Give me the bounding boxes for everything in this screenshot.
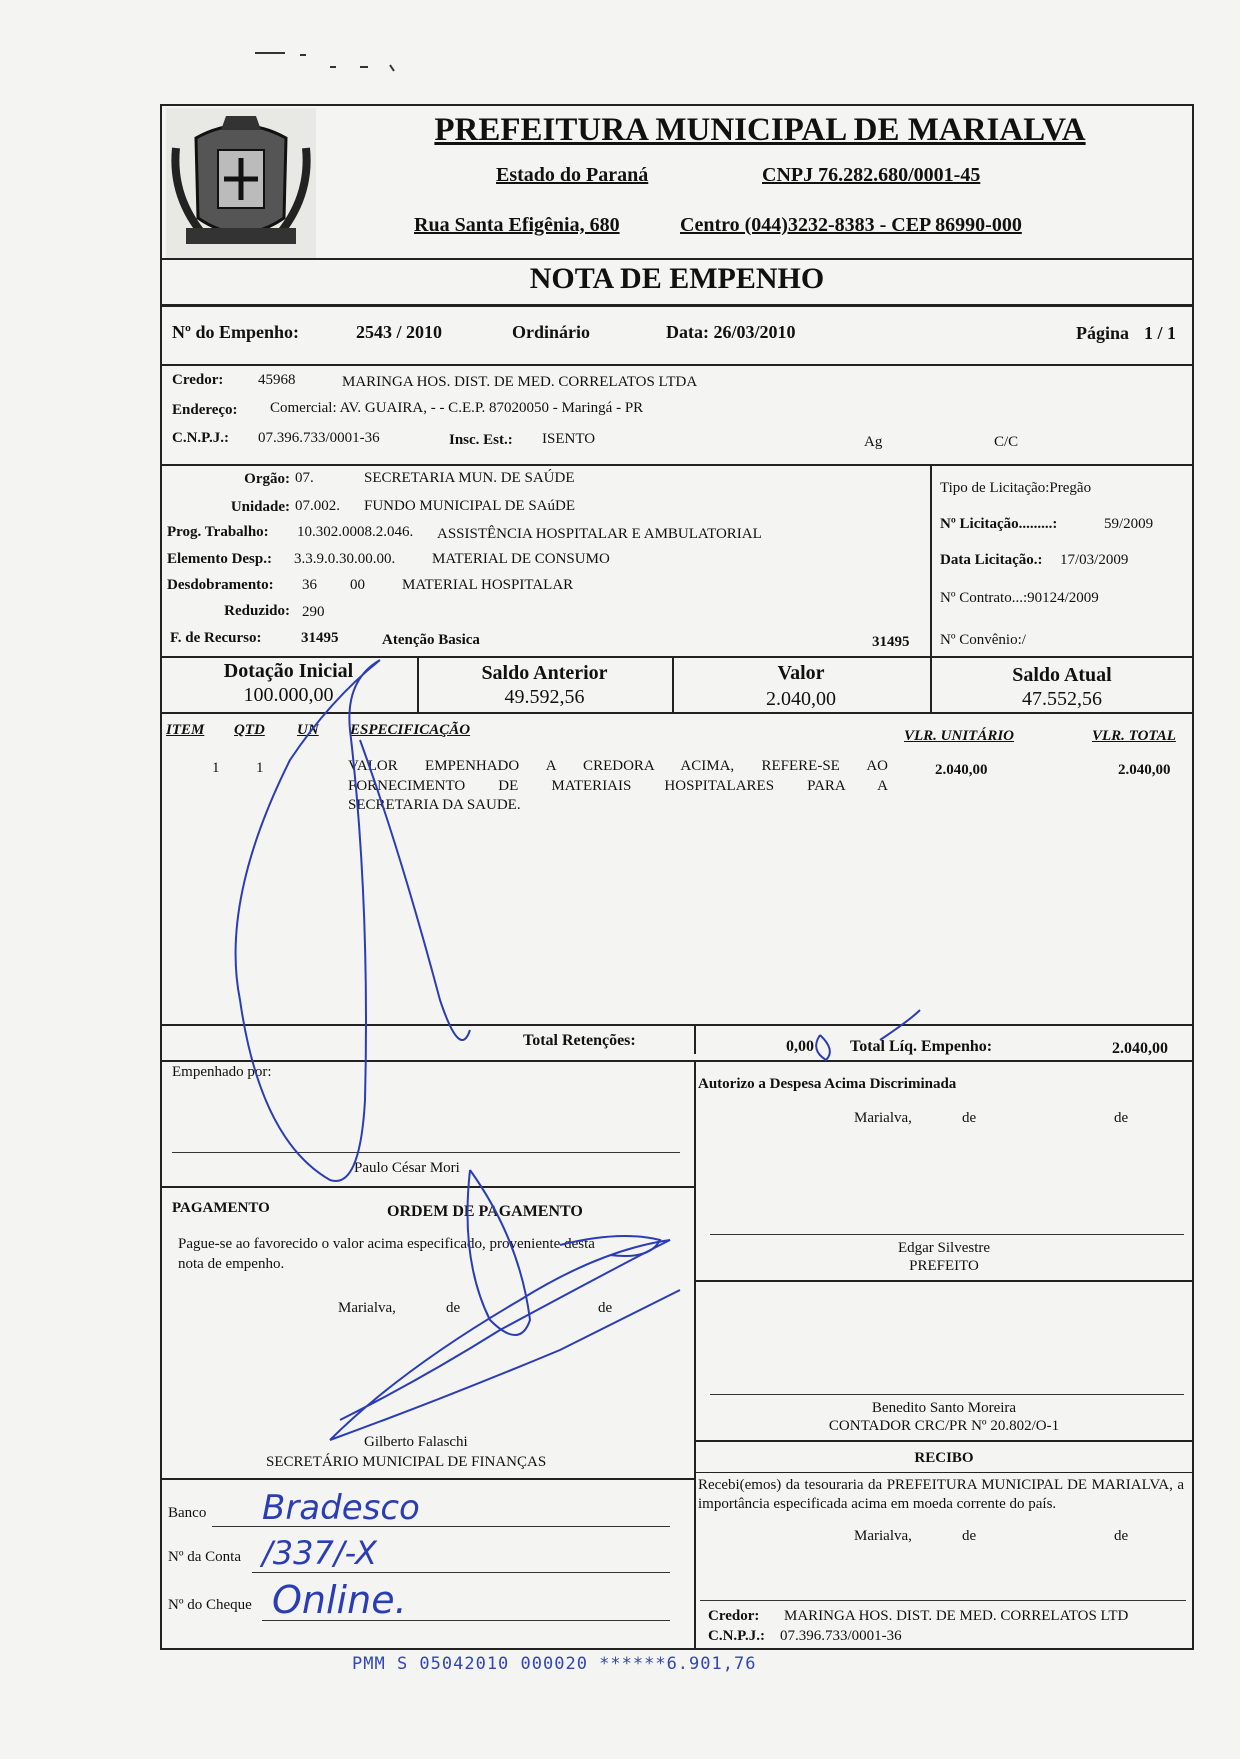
empenho-type: Ordinário [512, 322, 591, 342]
divider [160, 464, 1194, 466]
conta-line [252, 1572, 670, 1573]
elemento-name: MATERIAL DE CONSUMO [432, 551, 610, 567]
prog-label: Prog. Trabalho: [167, 524, 269, 540]
unidade-name: FUNDO MUNICIPAL DE SAúDE [364, 498, 575, 514]
item-desc-line3: SECRETARIA DA SAUDE. [348, 797, 521, 813]
empenhado-name: Paulo César Mori [354, 1160, 460, 1176]
recibo-credor: MARINGA HOS. DIST. DE MED. CORRELATOS LTD [784, 1608, 1129, 1624]
reduzido-value: 290 [302, 604, 325, 620]
recibo-cnpj: 07.396.733/0001-36 [780, 1628, 902, 1644]
saldo-anterior-label: Saldo Anterior [481, 662, 608, 684]
recurso-label: F. de Recurso: [170, 630, 262, 646]
elemento-label: Elemento Desp.: [167, 551, 272, 567]
retencoes-value: 0,00 [786, 1038, 814, 1055]
secretario-name: Gilberto Falaschi [364, 1434, 468, 1450]
contrato: Nº Contrato...:90124/2009 [940, 590, 1099, 606]
header-cnpj: CNPJ 76.282.680/0001-45 [762, 164, 981, 186]
conta-handwritten: /337/-X [262, 1534, 377, 1572]
col-item: ITEM [166, 722, 205, 738]
credor-label: Credor: [172, 372, 224, 388]
divider [160, 1060, 1194, 1062]
endereco-label: Endereço: [172, 402, 238, 418]
cnpj-label: C.N.P.J.: [172, 430, 229, 446]
liquido-label: Total Líq. Empenho: [850, 1038, 993, 1055]
prefeito-name: Edgar Silvestre [897, 1240, 991, 1256]
desdobramento-label: Desdobramento: [167, 577, 274, 593]
divider [160, 1024, 1194, 1026]
signature-line [700, 1600, 1186, 1601]
empenho-number: 2543 / 2010 [356, 322, 443, 342]
conta-label: Nº da Conta [168, 1549, 241, 1565]
payment-stamp: PMM S 05042010 000020 ******6.901,76 [352, 1654, 757, 1674]
signature-line [710, 1394, 1184, 1395]
divider [160, 364, 1194, 366]
recurso-code-right: 31495 [872, 634, 910, 650]
contador-name: Benedito Santo Moreira [871, 1400, 1017, 1416]
item-number: 1 [212, 760, 220, 776]
divider [694, 1440, 1194, 1442]
recibo-credor-label: Credor: [708, 1608, 760, 1624]
reduzido-label: Reduzido: [224, 603, 290, 619]
recibo-text: Recebi(emos) da tesouraria da PREFEITURA MUNICIPAL DE MARIALVA, a importância especificada acima em moeda corrente do país. [698, 1477, 1184, 1512]
page-title: PREFEITURA MUNICIPAL DE MARIALVA [434, 112, 1086, 148]
divider [160, 304, 1194, 307]
dotacao-value: 100.000,00 [243, 684, 334, 706]
licitacao-numero-label: Nº Licitação.........: [940, 516, 1058, 532]
autorizo-title: Autorizo a Despesa Acima Discriminada [698, 1076, 957, 1092]
licitacao-numero: 59/2009 [1104, 516, 1154, 532]
pagamento-text-2: nota de empenho. [178, 1256, 285, 1272]
valor-value: 2.040,00 [766, 688, 836, 710]
divider [160, 1478, 694, 1480]
scan-marks [250, 45, 450, 75]
credor-address: Comercial: AV. GUAIRA, - - C.E.P. 87020050 - Maringá - PR [270, 400, 644, 416]
recibo-title: RECIBO [914, 1450, 974, 1466]
retencoes-label: Total Retenções: [523, 1032, 636, 1049]
cheque-label: Nº do Cheque [168, 1597, 252, 1613]
convenio: Nº Convênio:/ [940, 632, 1026, 648]
pagamento-city: Marialva, [338, 1300, 396, 1316]
autorizo-de1: de [962, 1110, 977, 1126]
col-valor-unitario: VLR. UNITÁRIO [904, 728, 1015, 744]
col-especificacao: ESPECIFICAÇÃO [350, 722, 471, 738]
prefeito-role: PREFEITO [909, 1258, 979, 1274]
empenho-label: Nº do Empenho: [172, 322, 299, 342]
agencia-label: Ag [864, 434, 883, 450]
divider [160, 656, 1194, 658]
divider [694, 1472, 1194, 1473]
recibo-de2: de [1114, 1528, 1129, 1544]
page-value: 1 / 1 [1144, 323, 1177, 343]
licitacao-tipo: Tipo de Licitação:Pregão [940, 480, 1092, 496]
header-state: Estado do Paraná [496, 164, 649, 186]
item-total-value: 2.040,00 [1118, 762, 1171, 778]
recurso-code: 31495 [301, 630, 339, 646]
unidade-label: Unidade: [230, 499, 290, 515]
autorizo-city: Marialva, [854, 1110, 912, 1126]
credor-name: MARINGA HOS. DIST. DE MED. CORRELATOS LTDA [342, 374, 698, 390]
pagamento-label: PAGAMENTO [172, 1200, 270, 1216]
col-valor-total: VLR. TOTAL [1092, 728, 1176, 744]
saldo-atual-value: 47.552,56 [1022, 688, 1102, 710]
saldo-anterior-value: 49.592,56 [504, 686, 585, 708]
credor-cnpj: 07.396.733/0001-36 [258, 430, 380, 446]
autorizo-de2: de [1114, 1110, 1129, 1126]
pagamento-de2: de [598, 1300, 613, 1316]
empenho-date: Data: 26/03/2010 [666, 322, 796, 342]
credor-code: 45968 [258, 372, 296, 388]
orgao-name: SECRETARIA MUN. DE SAÚDE [364, 470, 575, 486]
insc-label: Insc. Est.: [449, 432, 513, 448]
dotacao-label: Dotação Inicial [223, 660, 354, 682]
desdobramento-subcode: 00 [350, 577, 365, 593]
divider [694, 1060, 696, 1650]
banco-label: Banco [168, 1505, 207, 1521]
divider [694, 1280, 1194, 1282]
orgao-label: Orgão: [244, 471, 290, 487]
divider [694, 1024, 696, 1054]
contador-role: CONTADOR CRC/PR Nº 20.802/O-1 [828, 1418, 1060, 1434]
cheque-handwritten: Online. [272, 1578, 407, 1622]
signature-line [710, 1234, 1184, 1235]
desdobramento-code: 36 [302, 577, 317, 593]
divider [160, 1186, 694, 1188]
conta-corrente-label: C/C [994, 434, 1019, 450]
recibo-cnpj-label: C.N.P.J.: [708, 1628, 765, 1644]
col-qtd: QTD [234, 722, 265, 738]
item-desc-line2: FORNECIMENTO DE MATERIAIS HOSPITALARES PARA A [348, 778, 888, 794]
col-un: UN [297, 722, 319, 738]
liquido-value: 2.040,00 [1112, 1040, 1168, 1057]
recibo-city: Marialva, [854, 1528, 912, 1544]
ordem-pagamento-title: ORDEM DE PAGAMENTO [387, 1203, 583, 1220]
saldo-atual-label: Saldo Atual [1012, 664, 1112, 686]
prog-code: 10.302.0008.2.046. [297, 524, 414, 540]
desdobramento-name: MATERIAL HOSPITALAR [402, 577, 574, 593]
page-label: Página [1076, 323, 1130, 343]
empenhado-label: Empenhado por: [172, 1064, 272, 1080]
pagamento-text-1: Pague-se ao favorecido o valor acima especificado, proveniente desta [178, 1236, 595, 1252]
divider [930, 464, 932, 656]
valor-label: Valor [777, 662, 825, 684]
unidade-code: 07.002. [295, 498, 340, 514]
header-address: Rua Santa Efigênia, 680 [414, 214, 620, 236]
recurso-name: Atenção Basica [382, 632, 480, 648]
document-title: NOTA DE EMPENHO [529, 262, 825, 295]
prog-name: ASSISTÊNCIA HOSPITALAR E AMBULATORIAL [437, 526, 762, 542]
banco-handwritten: Bradesco [262, 1488, 420, 1528]
pagamento-de1: de [446, 1300, 461, 1316]
item-desc-line1: VALOR EMPENHADO A CREDORA ACIMA, REFERE-SE AO [348, 758, 888, 774]
header-contact: Centro (044)3232-8383 - CEP 86990-000 [680, 214, 1022, 236]
licitacao-data-label: Data Licitação.: [940, 552, 1043, 568]
item-unit-value: 2.040,00 [935, 762, 988, 778]
signature-line [172, 1152, 680, 1153]
secretario-role: SECRETÁRIO MUNICIPAL DE FINANÇAS [266, 1454, 547, 1470]
divider [160, 258, 1194, 260]
item-qtd: 1 [256, 760, 264, 776]
licitacao-data: 17/03/2009 [1060, 552, 1129, 568]
insc-value: ISENTO [542, 431, 596, 447]
coat-of-arms-logo [166, 108, 316, 258]
divider [160, 712, 1194, 714]
elemento-code: 3.3.9.0.30.00.00. [294, 551, 396, 567]
recibo-de1: de [962, 1528, 977, 1544]
orgao-code: 07. [295, 470, 314, 486]
